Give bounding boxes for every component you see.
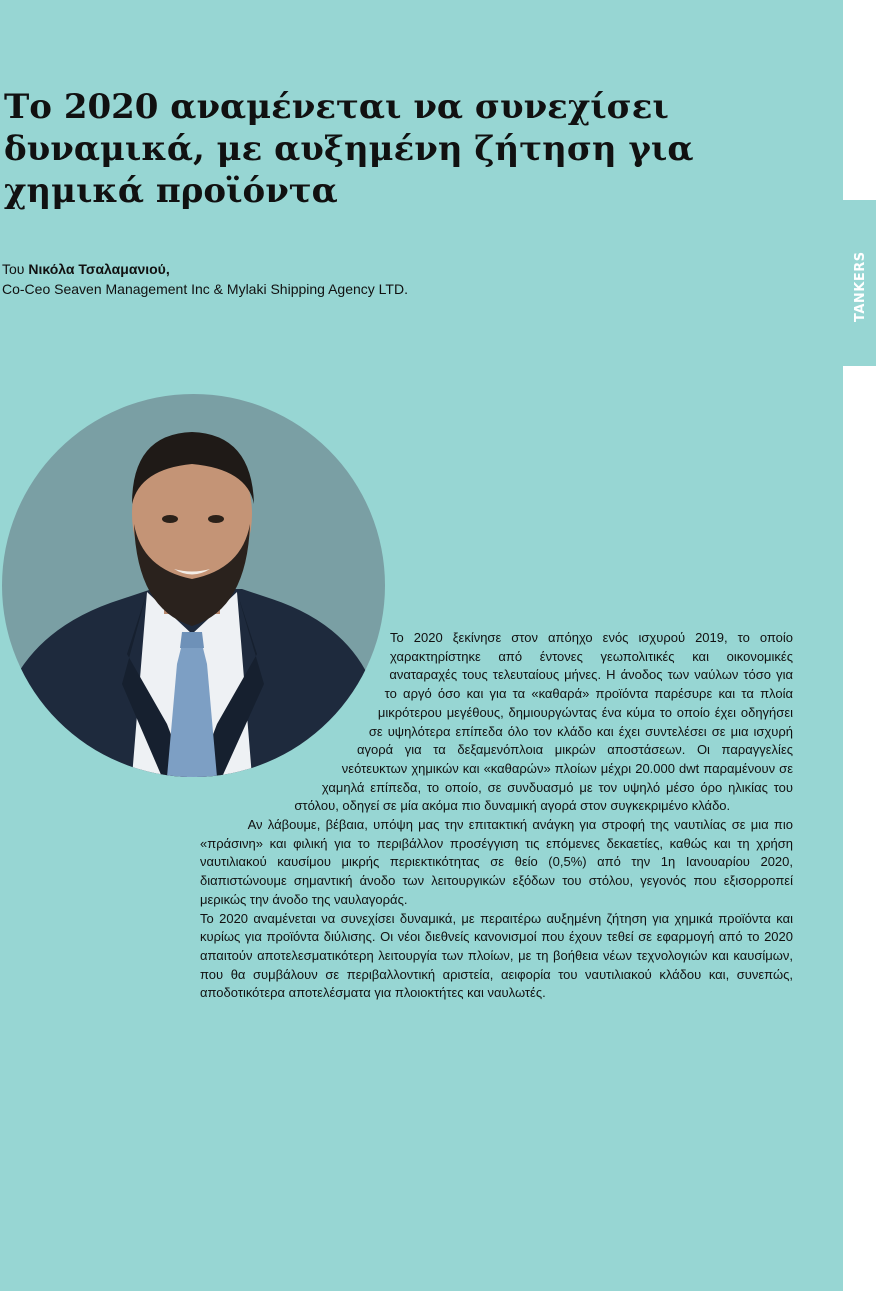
- byline-prefix: Του: [2, 261, 29, 277]
- byline: [2, 259, 408, 299]
- article-paragraph: Αν λάβουμε, βέβαια, υπόψη μας την επιτακτική ανάγκη για στροφή της ναυτιλίας σε μια πιο «πράσινη» και φιλική για το περιβάλλον προσέγγιση τις επόμενες δεκαετίες, καθώς και τη χρήση ναυτιλιακού καυσίμου μικρής περιεκτικότητας σε θείο (0,5%) από την 1η Ιανουαρίου 2020, διαπιστώνουμε σημαντική άνοδο των λειτουργικών εξόδων του στόλου, γεγονός που εξισορροπεί μερικώς την άνοδο της ναυλαγοράς.: [200, 817, 793, 907]
- article-paragraph: Το 2020 αναμένεται να συνεχίσει δυναμικά, με περαιτέρω αυξημένη ζήτηση για χημικά προϊόντα και κυρίως για προϊόντα διύλισης. Οι νέοι διεθνείς κανονισμοί που έχουν τεθεί σε εφαρμογή από το 2020 απαιτούν αποτελεσματικότερη λειτουργία των πλοίων, με τη βοήθεια νέων τεχνολογιών και καυσίμων, που θα συμβάλουν σε περιβαλλοντική αριστεία, αειφορία του ναυτιλιακού κλάδου και, συνεπώς, αποδοτικότερα αποτελέσματα για πλοιοκτήτες και ναυλωτές.: [200, 910, 793, 1001]
- author-role: Co-Ceo Seaven Management Inc & Mylaki Shipping Agency LTD.: [2, 281, 408, 297]
- article-body: [200, 629, 793, 1003]
- article-paragraph: Το 2020 ξεκίνησε στον απόηχο ενός ισχυρού 2019, το οποίο χαρακτηρίστηκε από έντονες γεωπολιτικές και οικονομικές αναταραχές τους τελευταίους μήνες. Η άνοδος των ναύλων τόσο για το αργό όσο και για τα «καθαρά» προϊόντα παρέσυρε και τα πλοία μικρότερου μεγέθους, δημιουργώντας ένα κύμα το οποίο έχει οδηγήσει σε υψηλότερα επίπεδα όλο τον κλάδο και έχει συντελέσει σε μια ισχυρή αγορά για τα δεξαμενόπλοια μικρών αποστάσεων. Οι παραγγελίες νεότευκτων χημικών και «καθαρών» πλοίων μέχρι 20.000 dwt παραμένουν σε χαμηλά επίπεδα, το οποίο, σε συνδυασμό με τον υψηλό μέσο όρο ηλικίας του στόλου, οδηγεί σε μία ακόμα πιο δυναμική αγορά στον συγκεκριμένο κλάδο.: [294, 630, 793, 814]
- margin-strip: [843, 0, 876, 1291]
- section-tab-label: TANKERS: [853, 251, 868, 322]
- author-name: Νικόλα Τσαλαμανιού,: [28, 261, 170, 277]
- article-headline: Το 2020 αναμένεται να συνεχίσει δυναμικά, με αυξημένη ζήτηση για χημικά προϊόντα: [4, 87, 694, 211]
